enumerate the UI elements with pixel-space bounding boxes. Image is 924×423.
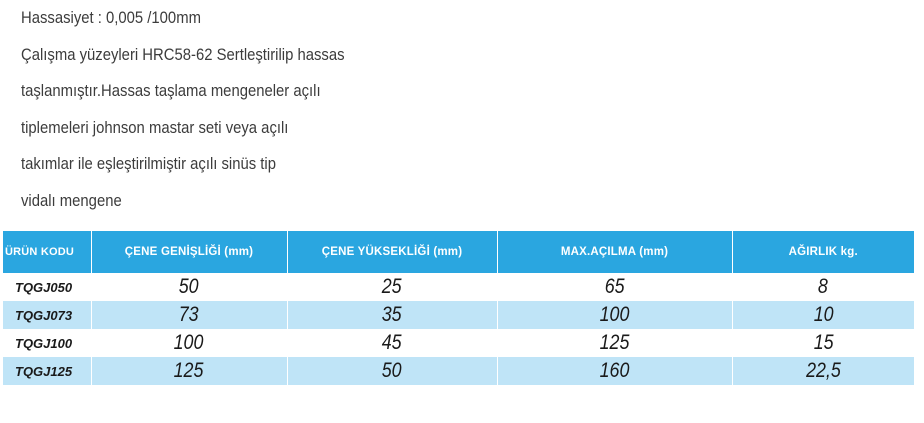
cell-jaw-width: 100 bbox=[91, 329, 287, 357]
cell-max-opening: 100 bbox=[497, 301, 732, 329]
description-line: takımlar ile eşleştirilmiştir açılı sinüs tip bbox=[21, 155, 276, 173]
cell-max-opening: 65 bbox=[497, 273, 732, 301]
description-line: tiplemeleri johnson mastar seti veya açılı bbox=[21, 118, 289, 137]
table-row bbox=[3, 273, 914, 301]
cell-product-code: TQGJ073 bbox=[3, 301, 91, 329]
cell-max-opening: 160 bbox=[497, 357, 732, 385]
cell-jaw-height: 50 bbox=[287, 357, 497, 385]
column-header-max-opening: MAX.AÇILMA (mm) bbox=[497, 231, 732, 273]
cell-weight: 10 bbox=[732, 301, 914, 329]
spec-table bbox=[3, 231, 914, 385]
description-line: vidalı mengene bbox=[21, 191, 122, 210]
cell-jaw-height: 25 bbox=[287, 273, 497, 301]
column-header-jaw-width: ÇENE GENİŞLİĞİ (mm) bbox=[91, 231, 287, 273]
table-row bbox=[3, 329, 914, 357]
description-line: taşlanmıştır.Hassas taşlama mengeneler açılı bbox=[21, 82, 321, 100]
cell-jaw-width: 50 bbox=[91, 273, 287, 301]
cell-product-code: TQGJ125 bbox=[3, 357, 91, 385]
cell-jaw-height: 45 bbox=[287, 329, 497, 357]
product-description bbox=[21, 4, 621, 223]
cell-max-opening: 125 bbox=[497, 329, 732, 357]
table-row bbox=[3, 301, 914, 329]
table-row bbox=[3, 357, 914, 385]
cell-jaw-width: 125 bbox=[91, 357, 287, 385]
cell-jaw-height: 35 bbox=[287, 301, 497, 329]
cell-weight: 15 bbox=[732, 329, 914, 357]
column-header-product-code: ÜRÜN KODU bbox=[3, 231, 91, 273]
column-header-jaw-height: ÇENE YÜKSEKLİĞİ (mm) bbox=[287, 231, 497, 273]
cell-weight: 8 bbox=[732, 273, 914, 301]
cell-product-code: TQGJ100 bbox=[3, 329, 91, 357]
table-header-row bbox=[3, 231, 914, 273]
description-line-precision: Hassasiyet : 0,005 /100mm bbox=[21, 9, 201, 27]
description-line: Çalışma yüzeyleri HRC58-62 Sertleştirilip hassas bbox=[21, 45, 345, 64]
cell-product-code: TQGJ050 bbox=[3, 273, 91, 301]
cell-weight: 22,5 bbox=[732, 357, 914, 385]
cell-jaw-width: 73 bbox=[91, 301, 287, 329]
column-header-weight: AĞIRLIK kg. bbox=[732, 231, 914, 273]
